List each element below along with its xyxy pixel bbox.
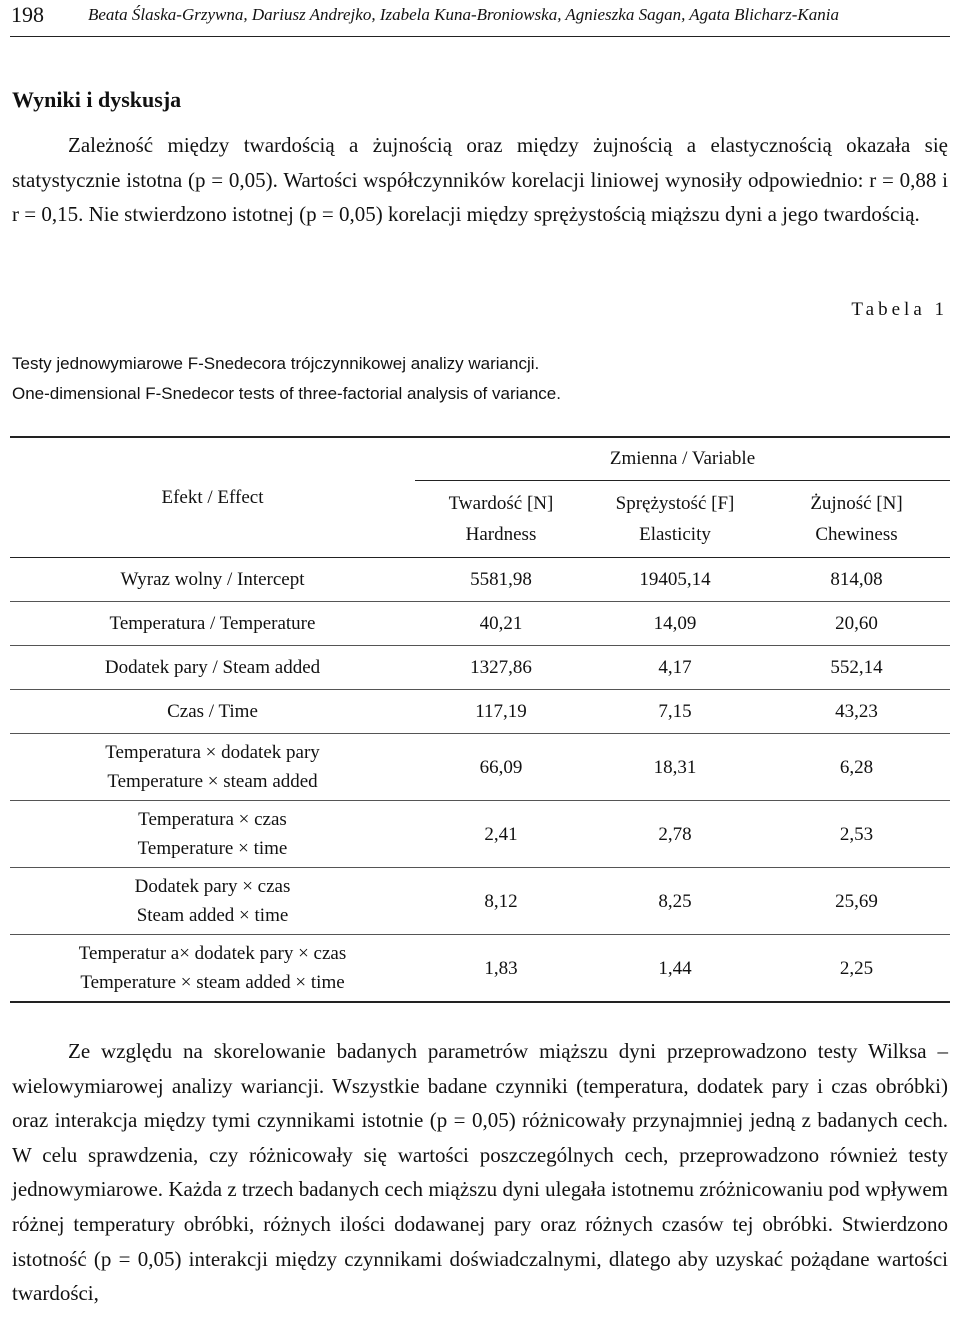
hardness-value: 1,83 xyxy=(484,957,518,979)
effect-cell xyxy=(10,801,415,868)
effect-line: Temperature × time xyxy=(137,838,288,859)
section-heading: Wyniki i dyskusja xyxy=(12,87,182,112)
effect-line: Temperatura × dodatek pary xyxy=(105,742,320,763)
chewiness-value: 25,69 xyxy=(763,868,950,935)
chewiness-value: 2,25 xyxy=(839,957,874,979)
elasticity-value: 18,31 xyxy=(587,734,763,801)
chewiness-value: 6,28 xyxy=(763,734,950,801)
effect-cell: Temperatura / Temperature xyxy=(10,602,415,646)
elasticity-value: 19405,14 xyxy=(587,558,763,602)
table-caption-english: One-dimensional F-Snedecor tests of three-factorial analysis of variance. xyxy=(12,384,561,403)
elasticity-value: 1,44 xyxy=(658,957,692,979)
elasticity-value: 7,15 xyxy=(587,690,763,734)
effect-cell: Dodatek pary / Steam added xyxy=(10,646,415,690)
effect-line: Temperatur a× dodatek pary × czas xyxy=(78,943,347,964)
chewiness-value: 2,53 xyxy=(763,801,950,868)
effect-cell xyxy=(10,734,415,801)
table-caption-polish: Testy jednowymiarowe F-Snedecora trójczynnikowej analizy wariancji. xyxy=(12,354,540,373)
chewiness-value: 43,23 xyxy=(763,690,950,734)
column-header-chewiness xyxy=(763,481,950,558)
table-row xyxy=(10,868,950,935)
hardness-value: 8,12 xyxy=(415,868,587,935)
chewiness-value: 20,60 xyxy=(763,602,950,646)
effect-line: Temperature × steam added × time xyxy=(80,972,345,993)
running-header-authors: Beata Ślaska-Grzywna, Dariusz Andrejko, Izabela Kuna-Broniowska, Agnieszka Sagan, Agata Blicharz-Kania xyxy=(88,5,839,24)
hardness-value: 40,21 xyxy=(415,602,587,646)
table-row xyxy=(10,935,950,1003)
effect-line: Dodatek pary × czas xyxy=(134,876,291,897)
column-header-line: Chewiness xyxy=(815,524,898,545)
effect-line: Steam added × time xyxy=(136,905,289,926)
hardness-value: 117,19 xyxy=(415,690,587,734)
elasticity-value: 8,25 xyxy=(587,868,763,935)
hardness-value: 66,09 xyxy=(415,734,587,801)
table-row xyxy=(10,734,950,801)
column-header-line: Sprężystość [F] xyxy=(615,493,735,514)
column-header-line: Hardness xyxy=(465,524,537,545)
chewiness-value: 814,08 xyxy=(763,558,950,602)
effect-cell xyxy=(10,935,415,1003)
table-label: Tabela 1 xyxy=(851,299,948,320)
effect-column-header: Efekt / Effect xyxy=(10,437,415,558)
paragraph-after-table: Ze względu na skorelowanie badanych parametrów miąższu dyni przeprowadzono testy Wilksa – wielowymiarowej analizy wariancji. Wszystkie badane czynniki (temperatura, dodatek pary i czas obróbki) oraz interakcja między tymi czynnikami istotnie (p = 0,05) różnicowały przynajmniej jedną z badanych cech. W celu sprawdzenia, czy różnicowały się wartości poszczególnych cech, przeprowadzono również testy jednowymiarowe. Każda z trzech badanych cech miąższu dyni ulegała istotnemu zróżnicowaniu pod wpływem różnej temperatury obróbki, różnych ilości dodawanej pary oraz różnych czasów tej obróbki. Stwierdzono istotność (p = 0,05) interakcji między czynnikami doświadczalnymi, dlatego aby uzyskać pożądane wartości twardości, xyxy=(12,1039,948,1306)
column-header-elasticity xyxy=(587,481,763,558)
hardness-value: 5581,98 xyxy=(415,558,587,602)
page-number: 198 xyxy=(11,2,44,27)
elasticity-value: 2,78 xyxy=(587,801,763,868)
effect-line: Temperatura × czas xyxy=(138,809,287,830)
hardness-value: 2,41 xyxy=(415,801,587,868)
paragraph-intro: Zależność między twardością a żujnością oraz między żujnością a elastycznością okazała się statystycznie istotna (p = 0,05). Wartości współczynników korelacji liniowej wynosiły odpowiednio: r = 0,88 i r = 0,15. Nie stwierdzono istotnej (p = 0,05) korelacji między sprężystością miąższu dyni a jego twardością. xyxy=(12,133,948,226)
effect-cell: Wyraz wolny / Intercept xyxy=(10,558,415,602)
column-header-hardness xyxy=(415,481,587,558)
table-row xyxy=(10,602,950,646)
effect-line: Temperature × steam added xyxy=(107,771,318,792)
variable-group-header: Zmienna / Variable xyxy=(415,437,950,481)
table-row xyxy=(10,801,950,868)
hardness-value: 1327,86 xyxy=(415,646,587,690)
anova-table xyxy=(10,436,950,1003)
running-header xyxy=(10,0,950,37)
column-header-line: Twardość [N] xyxy=(448,493,554,514)
column-header-line: Żujność [N] xyxy=(810,493,903,514)
table-header-row xyxy=(10,437,950,481)
table-row xyxy=(10,690,950,734)
chewiness-value: 552,14 xyxy=(763,646,950,690)
elasticity-value: 4,17 xyxy=(587,646,763,690)
column-header-line: Elasticity xyxy=(639,524,711,545)
effect-cell xyxy=(10,868,415,935)
effect-cell: Czas / Time xyxy=(10,690,415,734)
elasticity-value: 14,09 xyxy=(587,602,763,646)
table-row xyxy=(10,558,950,602)
table-row xyxy=(10,646,950,690)
